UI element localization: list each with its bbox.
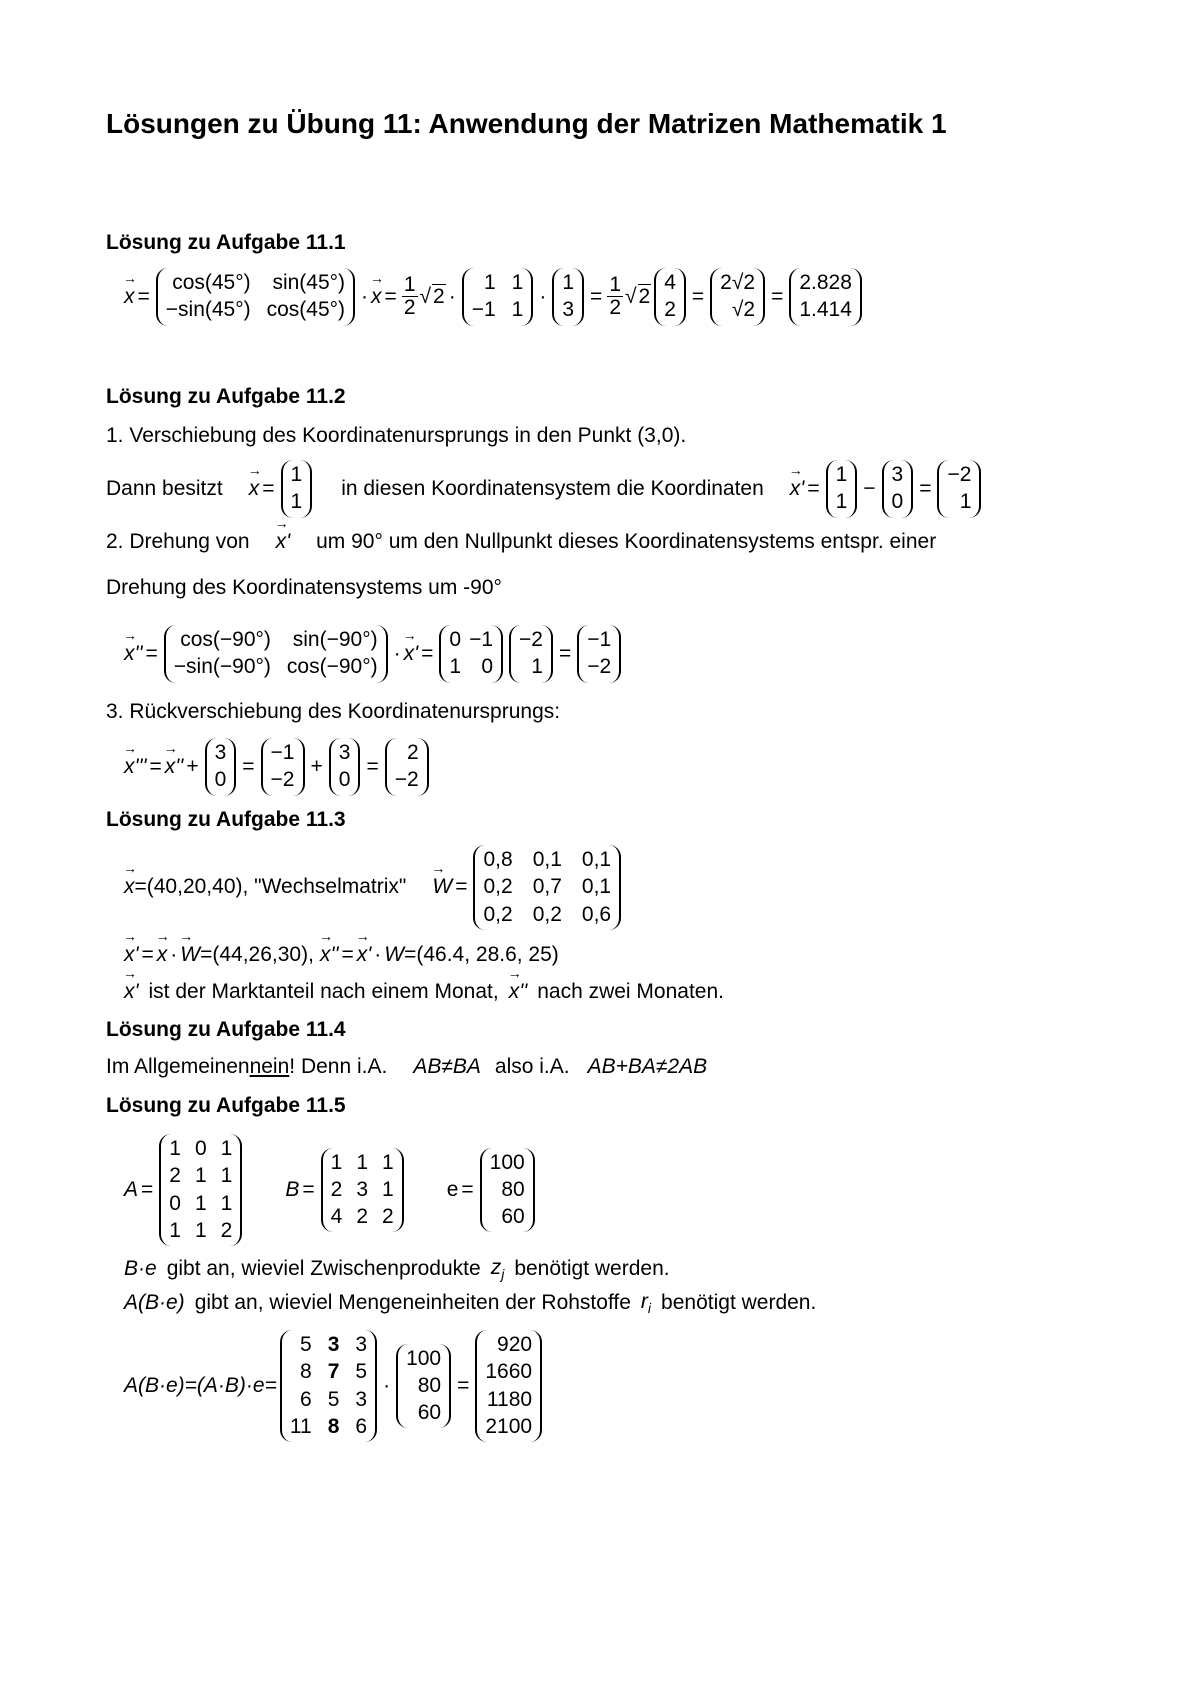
formula-back-shift: → x''' = → x'' + 3 0 = −1 −2 + 3 0 = 2 −2	[124, 738, 432, 796]
vector-v3: 2√2 √2	[710, 268, 765, 326]
matrix-AB: 5 3 3 8 7 5 6 5 3 11 8 6	[280, 1330, 377, 1442]
line-dann-besitzt: Dann besitzt → x = 1 1 in diesen Koordinatensystem die Koordinaten → x' = 1 1 − 3 0 = −2 1	[106, 460, 984, 518]
vector-v1: 1 3	[552, 268, 584, 326]
fraction-half: $\frac{1}{2}$	[403, 273, 416, 320]
step-2-line: 2. Drehung von → x' um 90° um den Nullpunkt dieses Koordinatensystems entspr. einer	[106, 530, 936, 554]
page-title: Lösungen zu Übung 11: Anwendung der Matrizen Mathematik 1	[106, 108, 947, 139]
line-wechselmatrix: → x =(40,20,40), "Wechselmatrix" → W = 0,8 0,1 0,1 0,2 0,7 0,1 0,2 0,2 0,6	[124, 845, 624, 930]
line-11-4: Im Allgemeinen nein ! Denn i.A. AB≠BA also i.A. AB+BA≠2AB	[106, 1055, 708, 1078]
step-3-text: 3. Rückverschiebung des Koordinatenursprungs:	[106, 700, 561, 723]
step-2-continuation: Drehung des Koordinatensystems um -90°	[106, 576, 502, 599]
heading-11-2: Lösung zu Aufgabe 11.2	[106, 385, 346, 408]
heading-11-5: Lösung zu Aufgabe 11.5	[106, 1094, 346, 1117]
matrix-W: 0,8 0,1 0,1 0,2 0,7 0,1 0,2 0,2 0,6	[473, 845, 621, 930]
heading-11-3: Lösung zu Aufgabe 11.3	[106, 808, 346, 831]
vector-result: 2.828 1.414	[789, 268, 862, 326]
formula-11-1: → x = cos(45°) sin(45°) −sin(45°) cos(45°) · → x = $\frac{1}{2}$ √ 2 · 1 1 −1 1 · 1 3 = $\frac{1}{2}$ √ 2 4 2 = 2√2 √2 = 2.828 1.414	[124, 268, 865, 326]
formula-rotation: → x'' = cos(−90°) sin(−90°) −sin(−90°) cos(−90°) · → x' = 0 −1 1 0 −2 1 = −1 −2	[124, 625, 624, 683]
heading-11-1: Lösung zu Aufgabe 11.1	[106, 231, 346, 254]
matrix-A: 1 0 1 2 1 1 0 1 1 1 1 2	[159, 1134, 242, 1246]
vector-x-def: 1 1	[281, 460, 313, 518]
matrix-B: 1 1 1 2 3 1 4 2 2	[321, 1148, 404, 1233]
line-matrices-A-B-e: A = 1 0 1 2 1 1 0 1 1 1 1 2 B = 1 1 1 2 3 1 4 2 2 e = 100 80 60	[124, 1134, 538, 1246]
line-A-B-e: A(B·e) gibt an, wieviel Mengeneinheiten der Rohstoffe $r_i$ benötigt werden.	[124, 1290, 817, 1317]
formula-final: A(B·e)=(A·B)·e= 5 3 3 8 7 5 6 5 3 11 8 6 · 100 80 60 = 920 1660 1180 2100	[124, 1330, 545, 1442]
line-B-e: B·e gibt an, wieviel Zwischenprodukte $z_j$ benötigt werden.	[124, 1256, 670, 1283]
matrix-m2: 1 1 −1 1	[462, 268, 534, 326]
line-interpretation: → x' ist der Marktanteil nach einem Monat, → x'' nach zwei Monaten.	[124, 980, 724, 1004]
step-1-text: 1. Verschiebung des Koordinatenursprungs in den Punkt (3,0).	[106, 424, 687, 447]
vector-final-result: 920 1660 1180 2100	[475, 1330, 542, 1442]
vector-v2: 4 2	[654, 268, 686, 326]
rotation-matrix: cos(45°) sin(45°) −sin(45°) cos(45°)	[156, 268, 355, 326]
vector-e2: 100 80 60	[396, 1344, 451, 1429]
vector-x: → x	[124, 285, 135, 309]
vector-e: 100 80 60	[480, 1148, 535, 1233]
line-market-share: → x' = → x · → W =(44,26,30), → x'' = → x' · W =(46.4, 28.6, 25)	[124, 943, 559, 967]
heading-11-4: Lösung zu Aufgabe 11.4	[106, 1018, 346, 1041]
